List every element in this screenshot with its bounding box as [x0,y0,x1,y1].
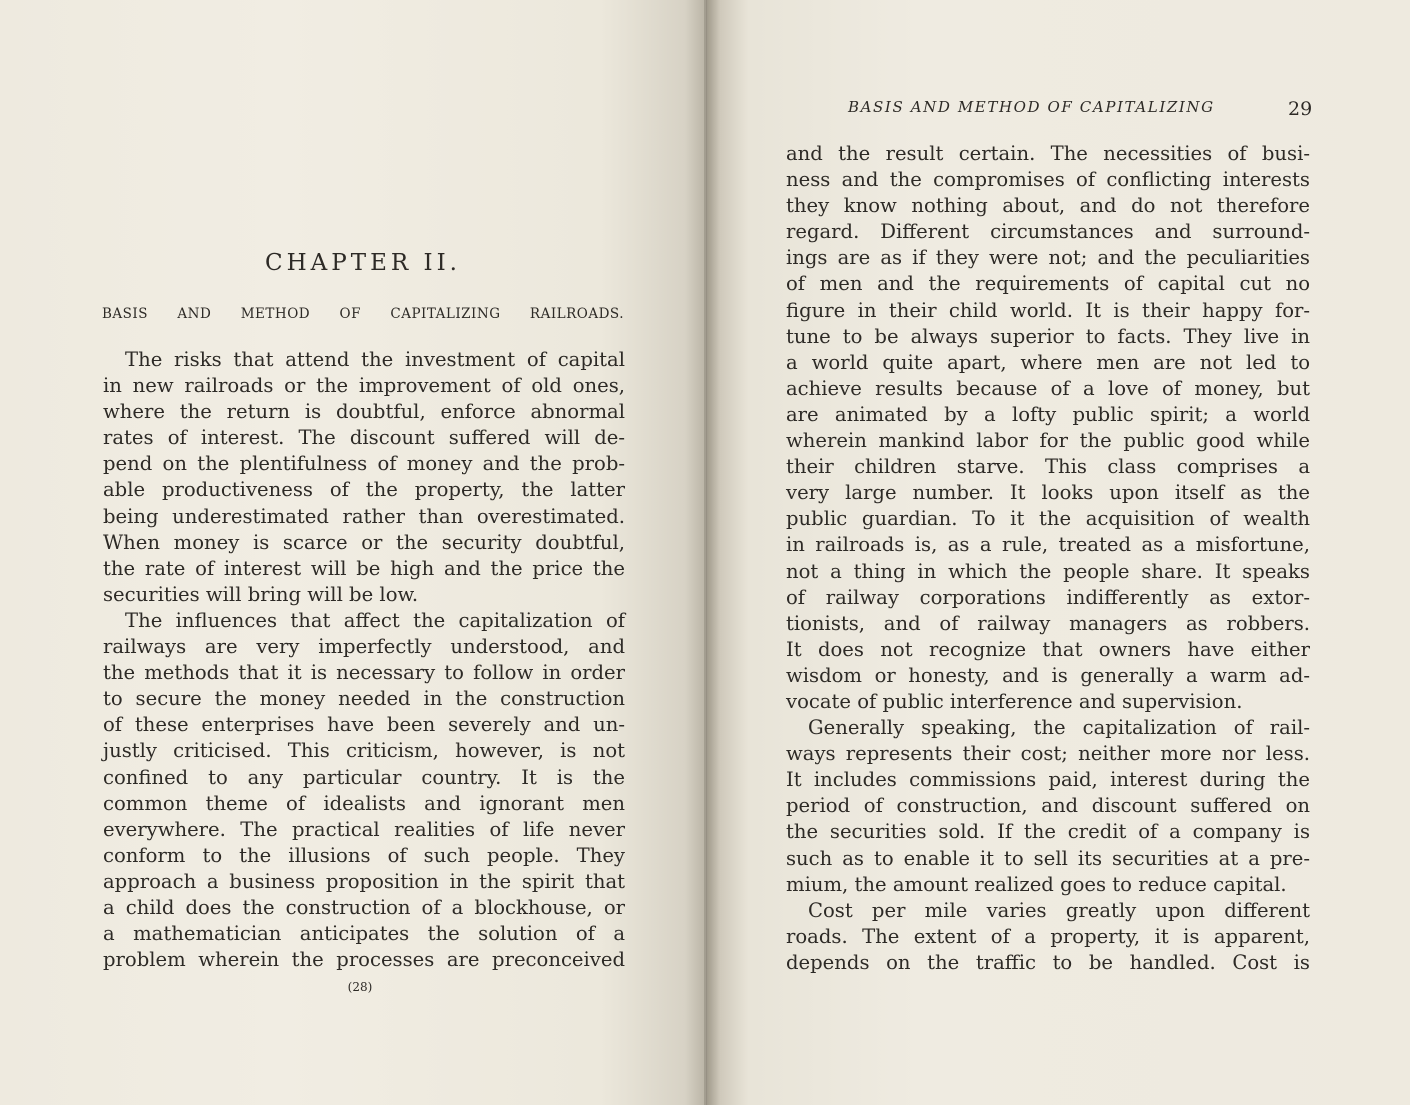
text-line: It includes commissions paid, interest during the [786,768,1310,792]
chapter-subtitle: BASIS AND METHOD OF CAPITALIZING RAILROADS. [102,306,624,322]
text-line: their children starve. This class comprises a [786,455,1310,479]
text-line: depends on the traffic to be handled. Cost is [786,950,1310,974]
text-line: common theme of idealists and ignorant men [103,791,625,815]
text-line: Generally speaking, the capitalization of rail- [808,716,1310,740]
text-line: ways represents their cost; neither more nor less. [786,742,1310,766]
text-line: approach a business proposition in the spirit that [103,869,625,893]
text-line: a mathematician anticipates the solution of a [103,922,625,946]
text-line: of these enterprises have been severely and un- [103,713,625,737]
right-page-body [786,141,1310,976]
chapter-title: CHAPTER II. [265,250,461,276]
text-line: where the return is doubtful, enforce abnormal [103,400,625,424]
text-line: in railroads is, as a rule, treated as a misfortune, [786,533,1310,557]
text-line: they know nothing about, and do not therefore [786,194,1310,218]
text-line: achieve results because of a love of money, but [786,376,1310,400]
text-line: able productiveness of the property, the latter [103,478,625,502]
text-line: securities will bring will be low. [103,582,419,606]
gutter [704,0,707,1105]
text-line: to secure the money needed in the construction [103,687,625,711]
text-line: justly criticised. This criticism, however, is not [103,739,625,763]
text-line: of railway corporations indifferently as extor- [786,585,1310,609]
text-line: pend on the plentifulness of money and the prob- [103,452,625,476]
text-line: a child does the construction of a blockhouse, or [103,895,625,919]
text-line: conform to the illusions of such people. They [103,843,625,867]
text-line: not a thing in which the people share. It speaks [786,559,1310,583]
text-line: It does not recognize that owners have either [786,637,1310,661]
page-number: (28) [347,980,373,994]
text-line: tune to be always superior to facts. They live in [786,324,1310,348]
text-line: railways are very imperfectly understood, and [103,635,625,659]
text-line: of men and the requirements of capital cut no [786,272,1310,296]
text-line: such as to enable it to sell its securities at a pre- [786,846,1310,870]
text-line: and the result certain. The necessities of busi- [786,142,1310,165]
text-line: tionists, and of railway managers as robbers. [786,611,1310,635]
running-head: BASIS AND METHOD OF CAPITALIZING [848,98,1215,116]
text-line: in new railroads or the improvement of old ones, [103,374,625,398]
text-line: period of construction, and discount suffered on [786,794,1310,818]
text-line: ness and the compromises of conflicting interests [786,168,1310,192]
text-line: being underestimated rather than overestimated. [103,504,625,528]
text-line: The influences that affect the capitalization of [125,608,625,632]
text-line: The risks that attend the investment of capital [125,348,625,371]
text-line: public guardian. To it the acquisition of wealth [786,507,1310,531]
text-line: roads. The extent of a property, it is apparent, [786,924,1310,948]
text-line: mium, the amount realized goes to reduce capital. [786,872,1287,896]
text-line: a world quite apart, where men are not led to [786,350,1310,374]
text-line: very large number. It looks upon itself as the [786,481,1310,505]
text-line: wisdom or honesty, and is generally a warm ad- [786,663,1310,687]
text-line: Cost per mile varies greatly upon different [808,898,1310,922]
text-line: are animated by a lofty public spirit; a world [786,402,1310,426]
text-line: ings are as if they were not; and the peculiarities [786,246,1310,270]
text-line: regard. Different circumstances and surround- [786,220,1310,244]
text-line: everywhere. The practical realities of life never [103,817,625,841]
text-line: wherein mankind labor for the public good while [786,429,1310,453]
page-number: 29 [1288,98,1313,120]
text-line: problem wherein the processes are preconceived [103,948,625,972]
text-line: rates of interest. The discount suffered will de- [103,426,625,450]
text-line: the securities sold. If the credit of a company is [786,820,1310,844]
text-line: the methods that it is necessary to follow in order [103,661,625,685]
text-line: figure in their child world. It is their happy for- [786,298,1310,322]
left-page-body [103,347,625,973]
text-line: vocate of public interference and supervision. [786,689,1243,713]
text-line: confined to any particular country. It is the [103,765,625,789]
text-line: the rate of interest will be high and the price the [103,556,625,580]
text-line: When money is scarce or the security doubtful, [103,530,625,554]
